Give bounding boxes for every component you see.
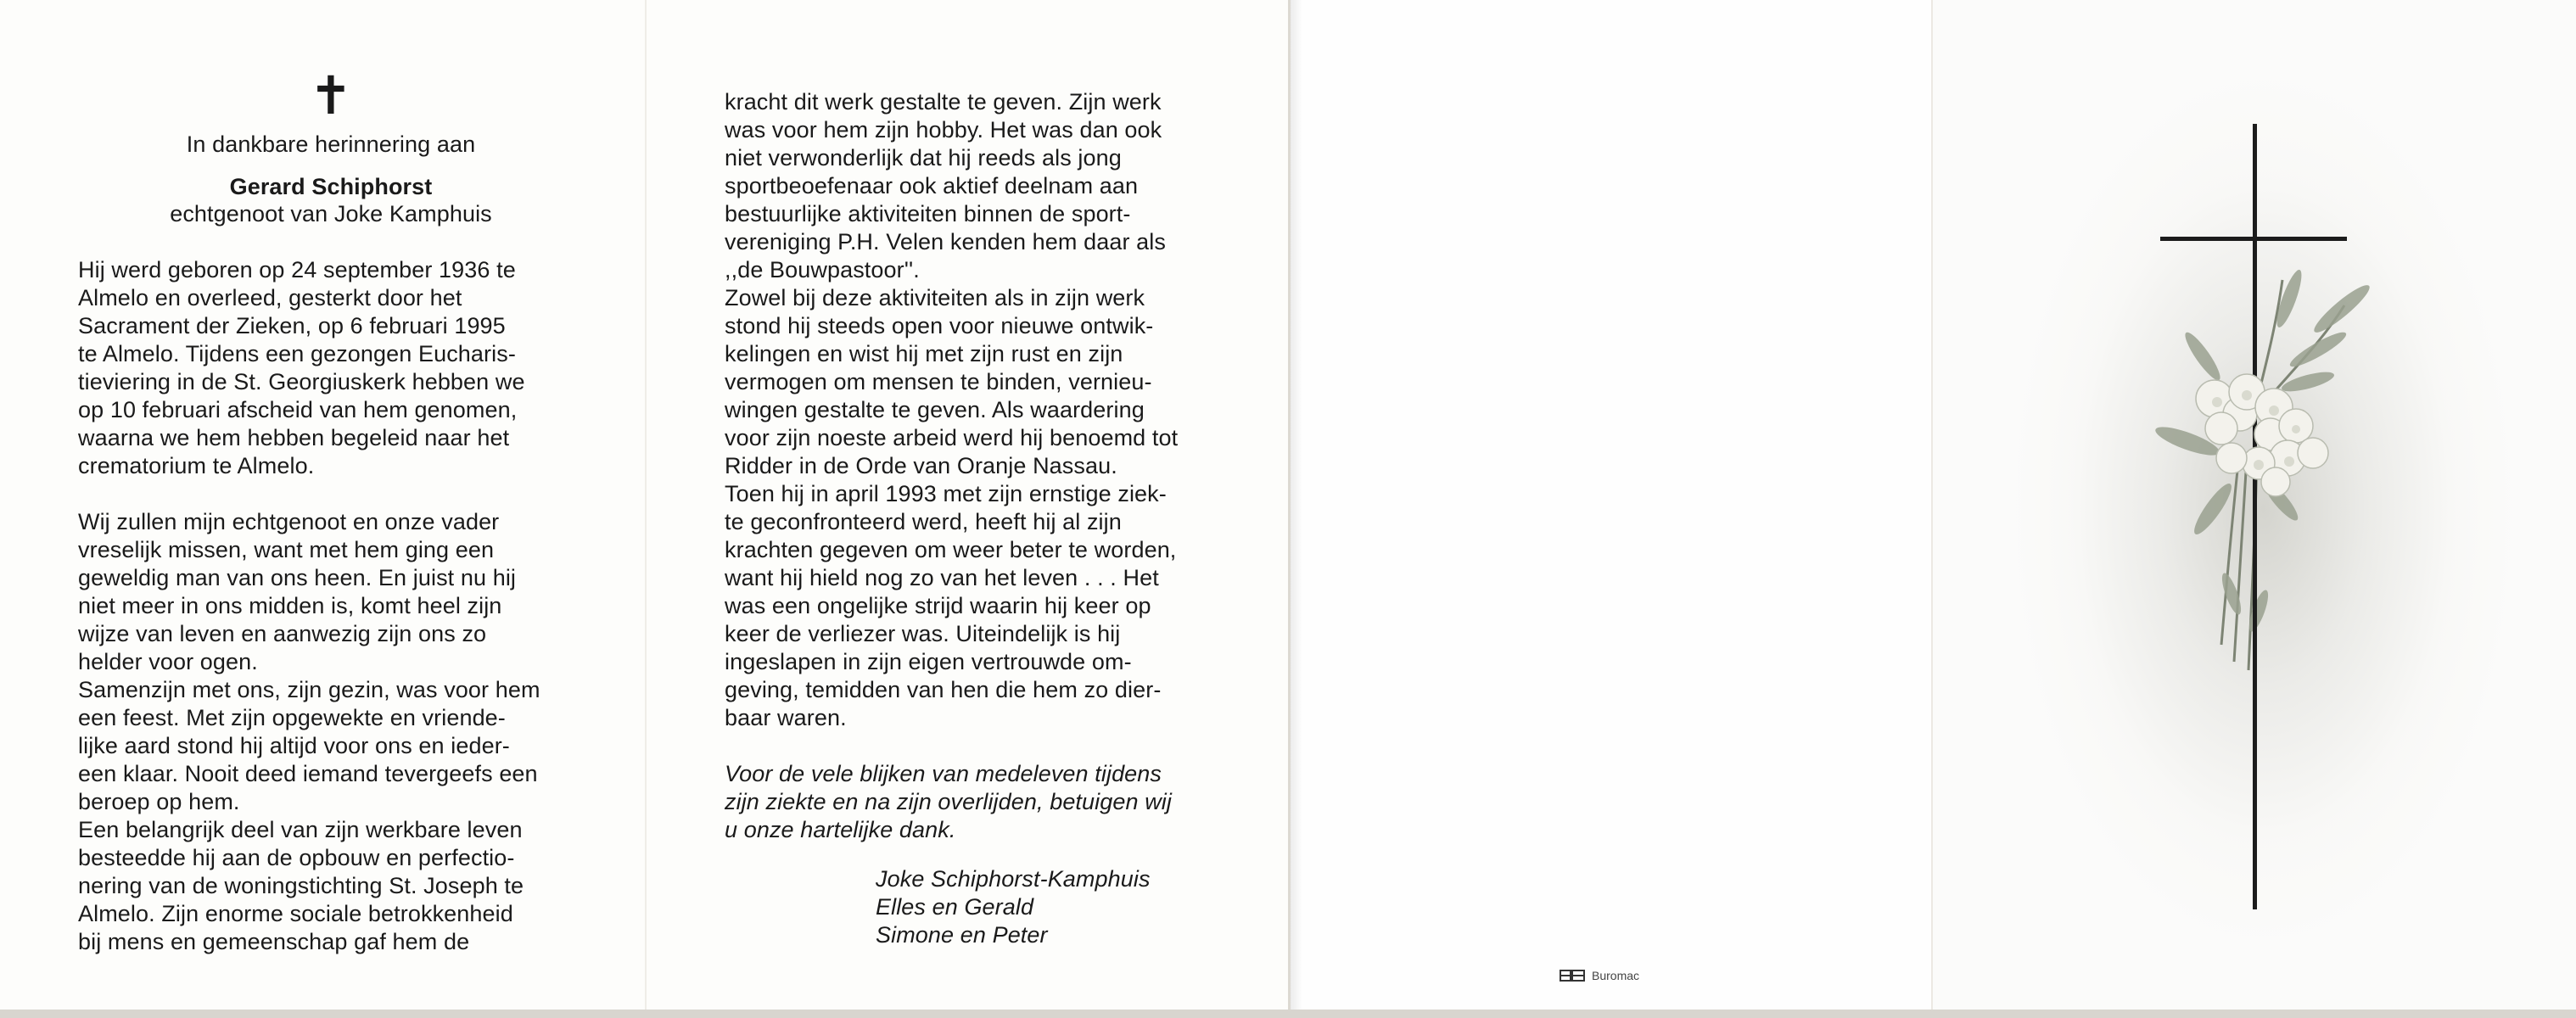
signer-name: Simone en Peter bbox=[876, 922, 1048, 948]
text-line: lijke aard stond hij altijd voor ons en ieder- bbox=[78, 733, 510, 758]
text-line: Een belangrijk deel van zijn werkbare leven bbox=[78, 817, 523, 842]
signers-block bbox=[876, 865, 1232, 949]
text-line: tieviering in de St. Georgiuskerk hebben we bbox=[78, 369, 525, 394]
text-line: niet verwonderlijk dat hij reeds als jong bbox=[725, 145, 1122, 171]
text-line: was een ongelijke strijd waarin hij keer op bbox=[725, 593, 1151, 618]
thanks-line: zijn ziekte en na zijn overlijden, betuigen wij bbox=[725, 789, 1172, 814]
text-line: te geconfronteerd werd, heeft hij al zijn bbox=[725, 509, 1122, 534]
text-line: niet meer in ons midden is, komt heel zijn bbox=[78, 593, 502, 618]
text-line: besteedde hij aan de opbouw en perfectio- bbox=[78, 845, 515, 870]
text-line: Zowel bij deze aktiviteiten als in zijn werk bbox=[725, 285, 1145, 310]
thanks-line: Voor de vele blijken van medeleven tijdens bbox=[725, 761, 1162, 786]
text-line: want hij hield nog zo van het leven . . . Het bbox=[725, 565, 1159, 590]
text-line: geweldig man van ons heen. En juist nu hij bbox=[78, 565, 517, 590]
text-line: Samenzijn met ons, zijn gezin, was voor hem bbox=[78, 677, 540, 702]
cross-shape bbox=[2160, 124, 2347, 909]
text-line: bestuurlijke aktiviteiten binnen de sport- bbox=[725, 201, 1131, 227]
panel-middle bbox=[645, 0, 1288, 1018]
buromac-logo-icon bbox=[1560, 970, 1585, 982]
text-line: helder voor ogen. bbox=[78, 649, 258, 674]
text-line: baar waren. bbox=[725, 705, 847, 730]
intro-line: In dankbare herinnering aan bbox=[186, 131, 476, 157]
panel-back bbox=[1288, 0, 1931, 1018]
spouse-line: echtgenoot van Joke Kamphuis bbox=[170, 201, 492, 227]
panel-front-cover bbox=[1931, 0, 2576, 1018]
text-line: Almelo en overleed, gesterkt door het bbox=[78, 285, 462, 310]
text-line: vreselijk missen, want met hem ging een bbox=[78, 537, 495, 562]
cross-with-flowers-icon bbox=[1933, 0, 2576, 1018]
text-line: wingen gestalte te geven. Als waardering bbox=[725, 397, 1145, 422]
text-line: kracht dit werk gestalte te geven. Zijn werk bbox=[725, 89, 1162, 115]
text-line: voor zijn noeste arbeid werd hij benoemd tot bbox=[725, 425, 1179, 450]
text-line: te Almelo. Tijdens een gezongen Eucharis- bbox=[78, 341, 516, 366]
text-line: vermogen om mensen te binden, vernieu- bbox=[725, 369, 1152, 394]
text-line: was voor hem zijn hobby. Het was dan ook bbox=[725, 117, 1162, 143]
text-line: vereniging P.H. Velen kenden hem daar als bbox=[725, 229, 1166, 255]
deceased-name: Gerard Schiphorst bbox=[229, 174, 433, 199]
text-line: Almelo. Zijn enorme sociale betrokkenheid bbox=[78, 901, 513, 926]
thanks-line: u onze hartelijke dank. bbox=[725, 817, 956, 842]
text-line: stond hij steeds open voor nieuwe ontwik- bbox=[725, 313, 1154, 338]
cross-symbol-icon: ✝ bbox=[309, 64, 353, 126]
text-line: ,,de Bouwpastoor''. bbox=[725, 257, 920, 282]
text-line: beroep op hem. bbox=[78, 789, 240, 814]
text-line: ingeslapen in zijn eigen vertrouwde om- bbox=[725, 649, 1132, 674]
text-line: Hij werd geboren op 24 september 1936 te bbox=[78, 257, 516, 282]
text-line: bij mens en gemeenschap gaf hem de bbox=[78, 929, 470, 954]
text-line: nering van de woningstichting St. Joseph te bbox=[78, 873, 524, 898]
text-line: keer de verliezer was. Uiteindelijk is hij bbox=[725, 621, 1121, 646]
text-line: op 10 februari afscheid van hem genomen, bbox=[78, 397, 518, 422]
text-line: een klaar. Nooit deed iemand tevergeefs een bbox=[78, 761, 538, 786]
text-line: sportbeoefenaar ook aktief deelnam aan bbox=[725, 173, 1139, 199]
biography-paragraph-1 bbox=[78, 256, 580, 956]
text-line: een feest. Met zijn opgewekte en vriende- bbox=[78, 705, 506, 730]
text-line: waarna we hem hebben begeleid naar het bbox=[78, 425, 510, 450]
text-line: krachten gegeven om weer beter te worden, bbox=[725, 537, 1177, 562]
card-bottom-edge bbox=[0, 1010, 2576, 1018]
fold-shadow bbox=[1291, 0, 1302, 1018]
text-line: Wij zullen mijn echtgenoot en onze vader bbox=[78, 509, 500, 534]
panel-left bbox=[0, 0, 645, 1018]
signer-name: Elles en Gerald bbox=[876, 894, 1034, 920]
text-line: Toen hij in april 1993 met zijn ernstige ziek- bbox=[725, 481, 1167, 506]
text-line: geving, temidden van hen die hem zo dier- bbox=[725, 677, 1162, 702]
signer-name: Joke Schiphorst-Kamphuis bbox=[876, 866, 1151, 892]
biography-continued bbox=[725, 88, 1229, 844]
text-line: crematorium te Almelo. bbox=[78, 453, 315, 478]
text-line: wijze van leven en aanwezig zijn ons zo bbox=[78, 621, 487, 646]
text-line: kelingen en wist hij met zijn rust en zijn bbox=[725, 341, 1123, 366]
brand-name: Buromac bbox=[1592, 969, 1640, 982]
text-line: Ridder in de Orde van Oranje Nassau. bbox=[725, 453, 1117, 478]
text-line: Sacrament der Zieken, op 6 februari 1995 bbox=[78, 313, 506, 338]
flower-cluster bbox=[2196, 374, 2328, 496]
printer-brand bbox=[1560, 969, 1639, 982]
